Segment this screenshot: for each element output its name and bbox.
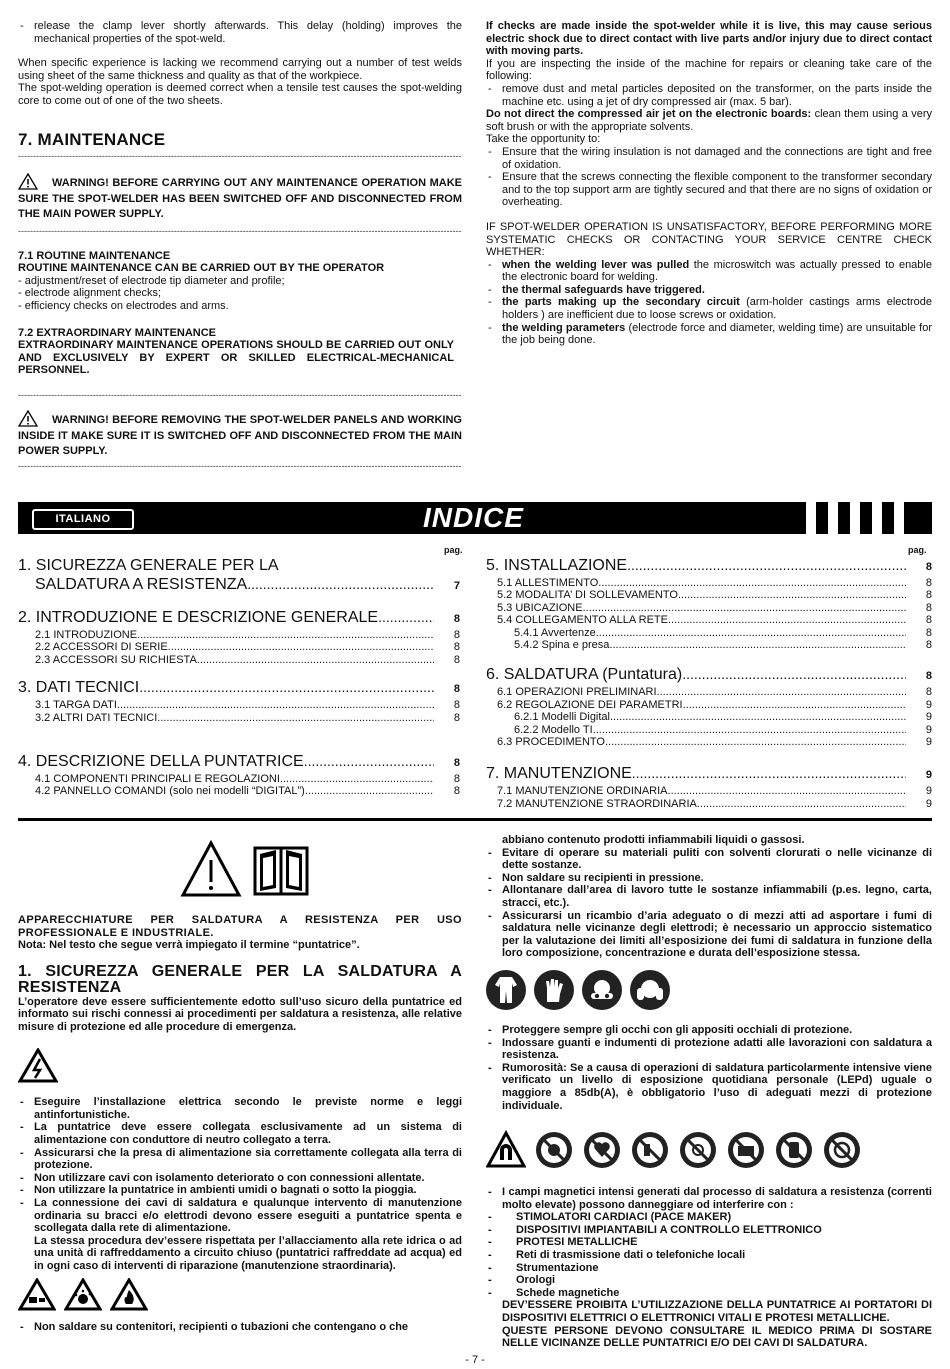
equipment-intro: APPARECCHIATURE PER SALDATURA A RESISTENZA PER USO PROFESSIONALE E INDUSTRIALE. bbox=[18, 914, 462, 939]
magnetic-warning-1: DEV’ESSERE PROIBITA L’UTILIZZAZIONE DELLA PUNTATRICE AI PORTATORI DI DISPOSITIVI ELETTRICI O ELETTRONICI VITALI E PROTESI METALLICHE. bbox=[502, 1299, 932, 1325]
magnetic-warning-2: QUESTE PERSONE DEVONO CONSULTARE IL MEDICO PRIMA DI SOSTARE NELLE VICINANZE DELLE PUNTATRICI E/O DEI CAVI DI SALDATURA. bbox=[502, 1324, 932, 1350]
no-pacemaker-icon bbox=[582, 1130, 622, 1170]
no-data-devices-icon bbox=[822, 1130, 862, 1170]
toc-page: 7 bbox=[453, 580, 460, 592]
magnetic-item: - Strumentazione bbox=[486, 1262, 932, 1275]
magnetic-item: - DISPOSITIVI IMPIANTABILI A CONTROLLO ELETTRONICO bbox=[486, 1224, 932, 1237]
magnetic-item: - Orologi bbox=[486, 1274, 932, 1287]
check-item: - the thermal safeguards have triggered. bbox=[486, 284, 932, 297]
divider bbox=[18, 462, 462, 471]
en-spotweld-correct-text: The spot-welding operation is deemed correct when a tensile test causes the spot-welding core to come out of one of the two sheets. bbox=[18, 82, 462, 107]
toc-heading: 5. INSTALLAZIONE bbox=[486, 557, 628, 574]
water-connection-text: La stessa procedura dev’essere rispettata per l’allacciamento alla rete idrica o ad una unità di raffreddamento a circuito chiuso (puntatrici raffreddate ad acqua) ed in ogni caso di interventi di riparazione (manutenzione straordinaria). bbox=[34, 1234, 462, 1272]
ear-protection-icon bbox=[630, 970, 670, 1010]
no-magnetic-cards-icon bbox=[726, 1130, 766, 1170]
pag-label: pag. bbox=[444, 545, 463, 555]
electrical-item: - Non utilizzare cavi con isolamento deteriorato o con connessioni allentate. bbox=[18, 1172, 462, 1185]
magnetic-field-icons bbox=[486, 1130, 932, 1170]
en-right-column bbox=[486, 20, 932, 347]
toc-entry bbox=[18, 556, 460, 596]
protective-clothing-icon bbox=[486, 970, 526, 1010]
toc-heading: 6. SALDATURA (Puntatura) bbox=[486, 666, 683, 684]
dust-removal-item: - remove dust and metal particles deposited on the transformer, on the parts inside the machine etc. using a jet of dry compressed air (max. 5 bar). bbox=[486, 83, 932, 108]
index-title: INDICE bbox=[423, 502, 524, 533]
electrical-item: - La puntatrice deve essere collegata esclusivamente ad un sistema di alimentazione con conduttore di neutro collegato a terra. bbox=[18, 1121, 462, 1146]
toc-left bbox=[18, 556, 460, 798]
corrosive-hazard-icon bbox=[18, 1278, 56, 1311]
toc-page: 8 bbox=[925, 670, 932, 683]
ppe-item: - Indossare guanti e indumenti di protezione adatti alle lavorazioni con saldatura a resistenza. bbox=[486, 1037, 932, 1062]
warning-icon bbox=[18, 410, 38, 427]
maintenance-warning-1: WARNING! BEFORE CARRYING OUT ANY MAINTENANCE OPERATION MAKE SURE THE SPOT-WELDER HAS BEEN SWITCHED OFF AND DISCONNECTED FROM THE MAIN POWER SUPPLY. bbox=[18, 173, 462, 223]
no-metal-objects-icon bbox=[630, 1130, 670, 1170]
toc-entry: 4. DESCRIZIONE DELLA PUNTATRICE ..... 8 4.1 COMPONENTI PRINCIPALI E REGOLAZIONI ..... 8 4.2 PANNELLO COMANDI (solo nei modelli “DIGITAL”) ..... 8 bbox=[18, 752, 460, 798]
toc-heading: 4. DESCRIZIONE DELLA PUNTATRICE bbox=[18, 753, 304, 771]
magnetic-intro: - I campi magnetici intensi generati dal processo di saldatura a resistenza (correnti molto elevate) possono danneggiare od interferire con : bbox=[486, 1186, 932, 1211]
toc-heading: 2. INTRODUZIONE E DESCRIZIONE GENERALE bbox=[18, 609, 379, 626]
banner-bars bbox=[806, 500, 904, 536]
ppe-item: - Proteggere sempre gli occhi con gli appositi occhiali di protezione. bbox=[486, 1024, 932, 1037]
containers-item: - Non saldare su contenitori, recipienti o tubazioni che contengano o che bbox=[18, 1321, 462, 1334]
extraordinary-maintenance-subtitle: EXTRAORDINARY MAINTENANCE OPERATIONS SHOULD BE CARRIED OUT ONLY AND EXCLUSIVELY BY EXPERT OR SKILLED ELECTRICAL-MECHANICAL PERSONNEL. bbox=[18, 339, 454, 377]
index-banner bbox=[18, 502, 932, 534]
check-item: - the welding parameters (electrode force and diameter, welding time) are unsuitable for the job being done. bbox=[486, 322, 932, 347]
warning-triangle-icon bbox=[180, 840, 242, 898]
ppe-icons bbox=[486, 970, 932, 1010]
safety-item: - Assicurarsi un ricambio d’aria adeguato o di mezzi atti ad asportare i fumi di saldatura nelle vicinanze degli elettrodi; è necessario un approccio sistematico per la valutazione dei limiti all’esposizione dei fumi di saldatura in funzione della loro composizione, concentrazione e durata dell’esposizione stessa. bbox=[486, 910, 932, 960]
read-manual-icon bbox=[252, 840, 310, 898]
section-rule bbox=[18, 818, 932, 821]
magnetic-item: - STIMOLATORI CARDIACI (PACE MAKER) bbox=[486, 1211, 932, 1224]
maintenance-warning-2: WARNING! BEFORE REMOVING THE SPOT-WELDER PANELS AND WORKING INSIDE IT MAKE SURE IT IS SWITCHED OFF AND DISCONNECTED FROM THE MAIN POWER SUPPLY. bbox=[18, 410, 462, 460]
toc-heading: 3. DATI TECNICI bbox=[18, 679, 140, 697]
inspection-text: If you are inspecting the inside of the machine for repairs or cleaning take care of the following: bbox=[486, 57, 932, 83]
check-item: - the parts making up the secondary circuit (arm-holder castings arms electrode holders ) are inefficient due to loose screws or oxidation. bbox=[486, 296, 932, 321]
maintenance-title: 7. MAINTENANCE bbox=[18, 129, 166, 149]
air-jet-text: Do not direct the compressed air jet on the electronic boards: clean them using a very soft brush or with the appropriate solvents. bbox=[486, 108, 932, 133]
containers-cont: abbiano contenuto prodotti infiammabili liquidi o gassosi. bbox=[502, 834, 805, 846]
toc-heading: 7. MANUTENZIONE bbox=[486, 765, 632, 783]
screws-check-item: - Ensure that the screws connecting the flexible component to the transformer secondary and to the top support arm are tightly secured and that there are no signs of oxidation or overheating. bbox=[486, 171, 932, 209]
explosion-hazard-icon bbox=[64, 1278, 102, 1311]
no-watches-icon bbox=[678, 1130, 718, 1170]
magnetic-field-warning-icon bbox=[486, 1130, 526, 1170]
divider bbox=[18, 391, 462, 400]
toc-entry: 2. INTRODUZIONE E DESCRIZIONE GENERALE ..... 8 2.1 INTRODUZIONE ..... 8 2.2 ACCESSORI DI SERIE ..... 8 2.3 ACCESSORI SU RICHIESTA ..... 8 bbox=[18, 608, 460, 666]
manual-warning-icons bbox=[180, 840, 462, 902]
routine-item: - adjustment/reset of electrode tip diameter and profile; bbox=[18, 274, 285, 287]
electrical-item: - Non utilizzare la puntatrice in ambienti umidi o bagnati o sotto la pioggia. bbox=[18, 1184, 462, 1197]
toc-entry: 3. DATI TECNICI ..... 8 3.1 TARGA DATI ..... 8 3.2 ALTRI DATI TECNICI ..... 8 bbox=[18, 678, 460, 724]
pag-label: pag. bbox=[908, 545, 927, 555]
live-checks-warning: If checks are made inside the spot-welder while it is live, this may cause serious electric shock due to direct contact with live parts and/or injury due to direct contact with moving parts. bbox=[486, 20, 932, 58]
it-section1-text: L’operatore deve essere sufficientemente edotto sull’uso sicuro della puntatrice ed informato sui rischi connessi ai procedimenti per saldatura a resistenza, alle relative misure di protezione ed alle procedure di emergenza. bbox=[18, 995, 462, 1033]
unsatisfactory-text: IF SPOT-WELDER OPERATION IS UNSATISFACTORY, BEFORE PERFORMING MORE SYSTEMATIC CHECKS OR CONTACTING YOUR SERVICE CENTRE CHECK WHETHER: bbox=[486, 220, 932, 259]
opportunity-text: Take the opportunity to: bbox=[486, 133, 601, 146]
safety-glasses-icon bbox=[582, 970, 622, 1010]
it-section1-title: 1. SICUREZZA GENERALE PER LA SALDATURA A RESISTENZA bbox=[18, 962, 462, 996]
wiring-check-item: - Ensure that the wiring insulation is not damaged and the connections are tight and free of oxidation. bbox=[486, 146, 932, 171]
note-text: Nota: Nel testo che segue verrà impiegato il termine “puntatrice”. bbox=[18, 939, 360, 952]
electrical-item: - La connessione dei cavi di saldatura e qualunque intervento di manutenzione ordinaria su bracci e/o elettrodi devono essere eseguiti a puntatrice spenta e scollegata dalla rete di alimentazione. bbox=[18, 1197, 462, 1235]
toc-page: 8 bbox=[453, 683, 460, 696]
toc-heading: 1. SICUREZZA GENERALE PER LA bbox=[18, 557, 279, 574]
en-test-welds-text: When specific experience is lacking we recommend carrying out a number of test welds using sheet of the same thickness and quality as that of the workpiece. bbox=[18, 57, 462, 82]
ppe-item: - Rumorosità: Se a causa di operazioni di saldatura particolarmente intensive viene verificato un livello di esposizione quotidiana personale (LEPd) uguale o maggiore a 85db(A), è obbligatorio l’uso di adeguati mezzi di protezione individuale. bbox=[486, 1062, 932, 1112]
toc-entry: 5. INSTALLAZIONE ..... 8 5.1 ALLESTIMENTO ..... 8 5.2 MODALITA’ DI SOLLEVAMENTO ..... 8 5.3 UBICAZIONE ..... 8 5.4 COLLEGAMENTO ALLA RETE ..... 8 5.4.1 Avvertenze ..... 8 5.4.2 Spina e presa ..... 8 bbox=[486, 556, 932, 651]
it-left-column bbox=[18, 840, 462, 1334]
en-release-item: - release the clamp lever shortly afterwards. This delay (holding) improves the mechanical properties of the spot-weld. bbox=[18, 20, 462, 45]
toc-entry: 7. MANUTENZIONE ..... 9 7.1 MANUTENZIONE ORDINARIA ..... 9 7.2 MANUTENZIONE STRAORDINARIA ..... 9 bbox=[486, 764, 932, 810]
toc-entry: 6. SALDATURA (Puntatura) ..... 8 6.1 OPERAZIONI PRELIMINARI ..... 8 6.2 REGOLAZIONE DEI PARAMETRI ..... 9 6.2.1 Modelli Digital ..... 9 6.2.2 Modello TI ..... 9 6.3 PROCEDIMENTO ..... 9 bbox=[486, 665, 932, 748]
no-electronic-devices-icon bbox=[774, 1130, 814, 1170]
routine-item: - electrode alignment checks; bbox=[18, 287, 162, 300]
electrical-item: - Assicurarsi che la presa di alimentazione sia correttamente collegata alla terra di protezione. bbox=[18, 1147, 462, 1172]
electrical-item: - Eseguire l’installazione elettrica secondo le previste norme e leggi antinfortunistiche. bbox=[18, 1096, 462, 1121]
routine-maintenance-title: 7.1 ROUTINE MAINTENANCE bbox=[18, 249, 171, 262]
toc-page: 9 bbox=[925, 769, 932, 782]
toc-right bbox=[486, 556, 932, 810]
magnetic-item: - PROTESI METALLICHE bbox=[486, 1236, 932, 1249]
warning-icon bbox=[18, 173, 38, 190]
toc-heading: SALDATURA A RESISTENZA bbox=[35, 576, 248, 593]
en-left-column bbox=[18, 20, 462, 471]
language-tab: ITALIANO bbox=[32, 509, 134, 530]
toc-page: 8 bbox=[453, 757, 460, 770]
flammable-hazard-icon bbox=[110, 1278, 148, 1311]
check-item: - when the welding lever was pulled the microswitch was actually pressed to enable the electronic board for welding. bbox=[486, 259, 932, 284]
routine-maintenance-subtitle: ROUTINE MAINTENANCE CAN BE CARRIED OUT BY THE OPERATOR bbox=[18, 262, 385, 275]
electric-shock-icon bbox=[18, 1048, 58, 1083]
magnetic-item: - Schede magnetiche bbox=[486, 1287, 932, 1300]
divider bbox=[18, 152, 462, 161]
routine-item: - efficiency checks on electrodes and arms. bbox=[18, 300, 229, 313]
safety-item: - Evitare di operare su materiali puliti con solventi clorurati o nelle vicinanze di dette sostanze. bbox=[486, 847, 932, 872]
page-number: - 7 - bbox=[465, 1354, 485, 1366]
divider bbox=[18, 227, 462, 236]
safety-item: - Allontanare dall’area di lavoro tutte le sostanze infiammabili (p.es. legno, carta, stracci, etc.). bbox=[486, 884, 932, 909]
magnetic-item: - Reti di trasmissione dati o telefoniche locali bbox=[486, 1249, 932, 1262]
toc-page: 8 bbox=[453, 613, 460, 625]
no-metal-implants-icon bbox=[534, 1130, 574, 1170]
electric-shock-icon-wrap bbox=[18, 1048, 462, 1087]
it-right-column bbox=[486, 834, 932, 1350]
extraordinary-maintenance-title: 7.2 EXTRAORDINARY MAINTENANCE bbox=[18, 326, 217, 339]
toc-page: 8 bbox=[925, 561, 932, 573]
fire-hazard-icons bbox=[18, 1278, 462, 1311]
gloves-icon bbox=[534, 970, 574, 1010]
safety-item: - Non saldare su recipienti in pressione. bbox=[486, 872, 932, 885]
